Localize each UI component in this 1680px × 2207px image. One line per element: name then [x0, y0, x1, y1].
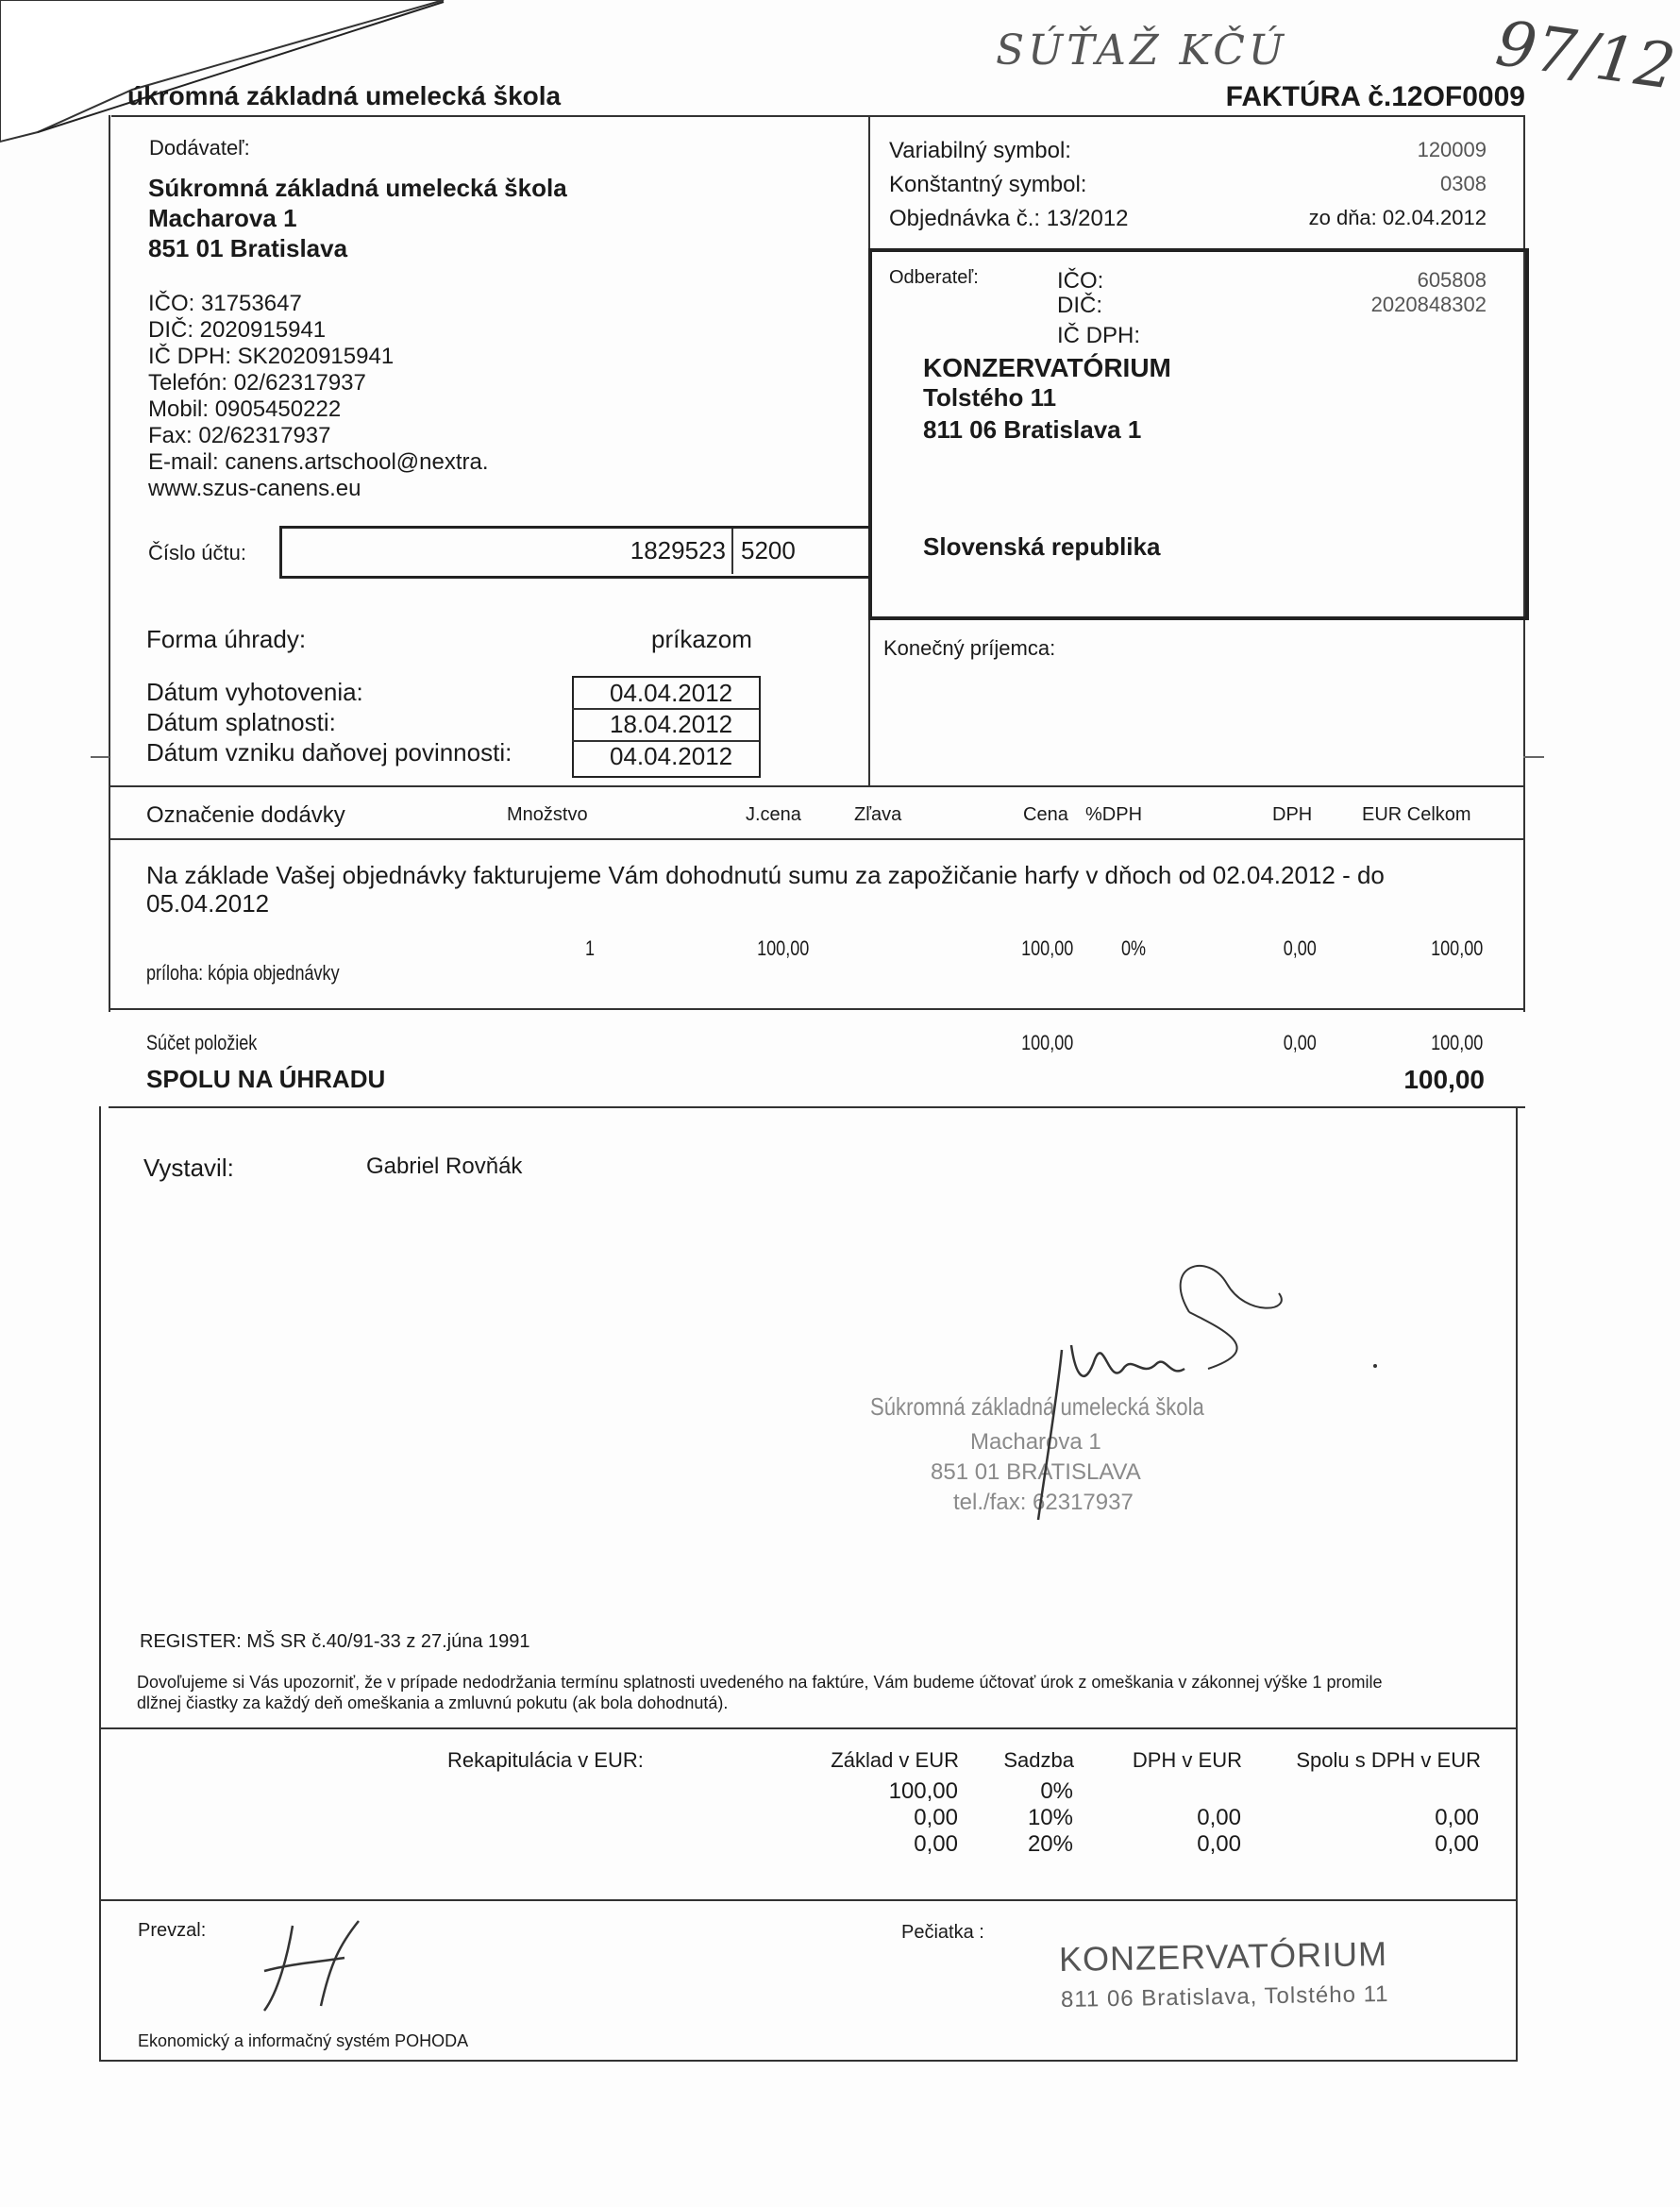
- customer-ico-value: 605808: [1417, 268, 1487, 292]
- supplier-city: 851 01 Bratislava: [148, 234, 348, 262]
- register-text: REGISTER: MŠ SR č.40/91-33 z 27.júna 1991: [140, 1631, 530, 1652]
- supplier-stamp-line1: Súkromná základná umelecká škola: [870, 1392, 1204, 1421]
- payment-form-value: príkazom: [651, 625, 752, 653]
- supplier-signature: [1019, 1246, 1321, 1529]
- recap-row-3-base: 0,00: [914, 1831, 958, 1857]
- sum-label: Súčet položiek: [146, 1031, 258, 1054]
- payment-form-label: Forma úhrady:: [146, 625, 307, 653]
- sum-total: 100,00: [1430, 1031, 1483, 1054]
- customer-dic-label: DIČ:: [1057, 293, 1102, 318]
- item-vat-pct: 0%: [1121, 936, 1147, 960]
- header-rule: [111, 115, 1525, 117]
- frame-left-lower: [99, 1106, 101, 2060]
- col-vat-pct: %DPH: [1085, 804, 1143, 825]
- recap-row-1-rate: 0%: [1040, 1778, 1073, 1804]
- item-vat: 0,00: [1283, 936, 1317, 960]
- supplier-web: www.szus-canens.eu: [148, 476, 361, 501]
- fold-mark-left: [91, 756, 109, 758]
- item-description-line1: Na základe Vašej objednávky fakturujeme Vám dohodnutú sumu za zapožičanie harfy v dňoch od 02.04.2012 - do: [146, 861, 1385, 889]
- totals-bottom-rule: [109, 1106, 1525, 1108]
- recap-label: Rekapitulácia v EUR:: [447, 1748, 644, 1772]
- customer-stamp-line2: 811 06 Bratislava, Tolstého 11: [1060, 1980, 1389, 2013]
- account-number: 1829523: [630, 536, 726, 564]
- constant-symbol-label: Konštantný symbol:: [889, 172, 1087, 197]
- item-quantity: 1: [585, 936, 596, 960]
- recap-header-total: Spolu s DPH v EUR: [1296, 1748, 1481, 1772]
- tax-date-label: Dátum vzniku daňovej povinnosti:: [146, 738, 512, 767]
- recap-bottom-rule: [99, 1899, 1518, 1901]
- item-attachment: príloha: kópia objednávky: [146, 961, 340, 985]
- recap-header-base: Základ v EUR: [831, 1748, 959, 1772]
- supplier-icdph: IČ DPH: SK2020915941: [148, 344, 395, 369]
- supplier-banner: úkromná základná umelecká škola: [127, 81, 562, 110]
- tax-date-value: 04.04.2012: [610, 742, 733, 770]
- item-description-line2: 05.04.2012: [146, 889, 270, 918]
- scan-fold-artifact: [0, 0, 491, 151]
- customer-icdph-label: IČ DPH:: [1057, 323, 1141, 348]
- software-credit: Ekonomický a informačný systém POHODA: [138, 2031, 469, 2050]
- supplier-stamp-line3: 851 01 BRATISLAVA: [931, 1459, 1141, 1485]
- recap-row-2-total: 0,00: [1435, 1805, 1479, 1830]
- customer-label: Odberateľ:: [889, 267, 979, 288]
- item-total: 100,00: [1430, 936, 1483, 960]
- supplier-fax: Fax: 02/62317937: [148, 423, 331, 448]
- supplier-ico: IČO: 31753647: [148, 291, 302, 316]
- items-header-top-rule: [109, 785, 1525, 787]
- supplier-dic: DIČ: 2020915941: [148, 317, 327, 343]
- order-date: zo dňa: 02.04.2012: [1308, 206, 1487, 229]
- frame-bottom: [99, 2060, 1518, 2062]
- col-discount: Zľava: [854, 804, 902, 825]
- sum-price: 100,00: [1020, 1031, 1073, 1054]
- supplier-street: Macharova 1: [148, 204, 297, 232]
- constant-symbol-value: 0308: [1440, 172, 1487, 195]
- recap-row-2-base: 0,00: [914, 1805, 958, 1830]
- item-unit-price: 100,00: [756, 936, 809, 960]
- item-price: 100,00: [1020, 936, 1073, 960]
- frame-right-lower: [1516, 1106, 1518, 2060]
- late-payment-notice-line1: Dovoľujeme si Vás upozorniť, že v prípade nedodržania termínu splatnosti uvedeného na faktúre, Vám budeme účtovať úrok z omeškania v zákonnej výške 1 promile: [137, 1673, 1383, 1692]
- account-label: Číslo účtu:: [148, 541, 246, 564]
- received-label: Prevzal:: [138, 1920, 207, 1941]
- receiver-signature: [255, 1916, 368, 2020]
- total-due-label: SPOLU NA ÚHRADU: [146, 1065, 386, 1093]
- due-date-value: 18.04.2012: [610, 710, 733, 738]
- customer-dic-value: 2020848302: [1370, 293, 1487, 316]
- customer-city: 811 06 Bratislava 1: [923, 415, 1142, 444]
- sum-vat: 0,00: [1283, 1031, 1317, 1054]
- issue-date-label: Dátum vyhotovenia:: [146, 678, 363, 706]
- supplier-stamp-line4: tel./fax: 62317937: [953, 1490, 1134, 1515]
- invoice-title: FAKTÚRA č.12OF0009: [1225, 81, 1525, 112]
- recap-header-rate: Sadzba: [1003, 1748, 1074, 1772]
- col-vat: DPH: [1272, 804, 1313, 825]
- final-recipient-label: Konečný príjemca:: [883, 636, 1056, 660]
- fold-mark-right: [1523, 756, 1544, 758]
- recap-header-vat: DPH v EUR: [1132, 1748, 1242, 1772]
- due-date-label: Dátum splatnosti:: [146, 708, 336, 736]
- account-box-divider: [731, 529, 733, 574]
- recap-row-1-base: 100,00: [888, 1778, 958, 1804]
- customer-street: Tolstého 11: [923, 383, 1057, 412]
- account-bank-code: 5200: [741, 536, 796, 564]
- handwritten-reference: 97/12: [1491, 7, 1680, 104]
- col-unit-price: J.cena: [746, 804, 801, 825]
- recap-row-3-total: 0,00: [1435, 1831, 1479, 1857]
- order-number: Objednávka č.: 13/2012: [889, 206, 1129, 231]
- customer-name: KONZERVATÓRIUM: [923, 353, 1171, 382]
- recap-row-2-vat: 0,00: [1197, 1805, 1241, 1830]
- handwritten-note: SÚŤAŽ KČÚ: [996, 26, 1287, 75]
- recap-row-2-rate: 10%: [1027, 1805, 1073, 1830]
- frame-left: [109, 115, 110, 1012]
- customer-stamp-line1: KONZERVATÓRIUM: [1058, 1933, 1388, 1980]
- supplier-label: Dodávateľ:: [149, 136, 250, 160]
- items-header-bottom-rule: [109, 838, 1525, 840]
- issue-date-value: 04.04.2012: [610, 679, 733, 707]
- supplier-email: E-mail: canens.artschool@nextra.: [148, 449, 489, 475]
- recap-row-3-rate: 20%: [1027, 1831, 1073, 1857]
- customer-country: Slovenská republika: [923, 532, 1161, 561]
- stamp-label: Pečiatka :: [901, 1922, 984, 1943]
- recap-row-3-vat: 0,00: [1197, 1831, 1241, 1857]
- variable-symbol-value: 120009: [1417, 138, 1487, 161]
- items-bottom-rule: [109, 1008, 1525, 1010]
- customer-ico-label: IČO:: [1057, 268, 1104, 294]
- supplier-mobile: Mobil: 0905450222: [148, 396, 342, 422]
- total-due-value: 100,00: [1403, 1065, 1485, 1094]
- col-total: EUR Celkom: [1362, 804, 1471, 825]
- col-price: Cena: [1023, 804, 1068, 825]
- recap-top-rule: [99, 1727, 1518, 1729]
- variable-symbol-label: Variabilný symbol:: [889, 138, 1071, 163]
- supplier-stamp-line2: Macharova 1: [970, 1429, 1101, 1455]
- supplier-name: Súkromná základná umelecká škola: [148, 174, 567, 202]
- col-quantity: Množstvo: [507, 804, 588, 825]
- col-designation: Označenie dodávky: [146, 802, 345, 828]
- late-payment-notice-line2: dlžnej čiastky za každý deň omeškania a zmluvnú pokutu (ak bola dohodnutá).: [137, 1693, 729, 1712]
- issued-by-label: Vystavil:: [143, 1154, 234, 1182]
- issued-by-name: Gabriel Rovňák: [366, 1154, 523, 1179]
- supplier-phone: Telefón: 02/62317937: [148, 370, 366, 396]
